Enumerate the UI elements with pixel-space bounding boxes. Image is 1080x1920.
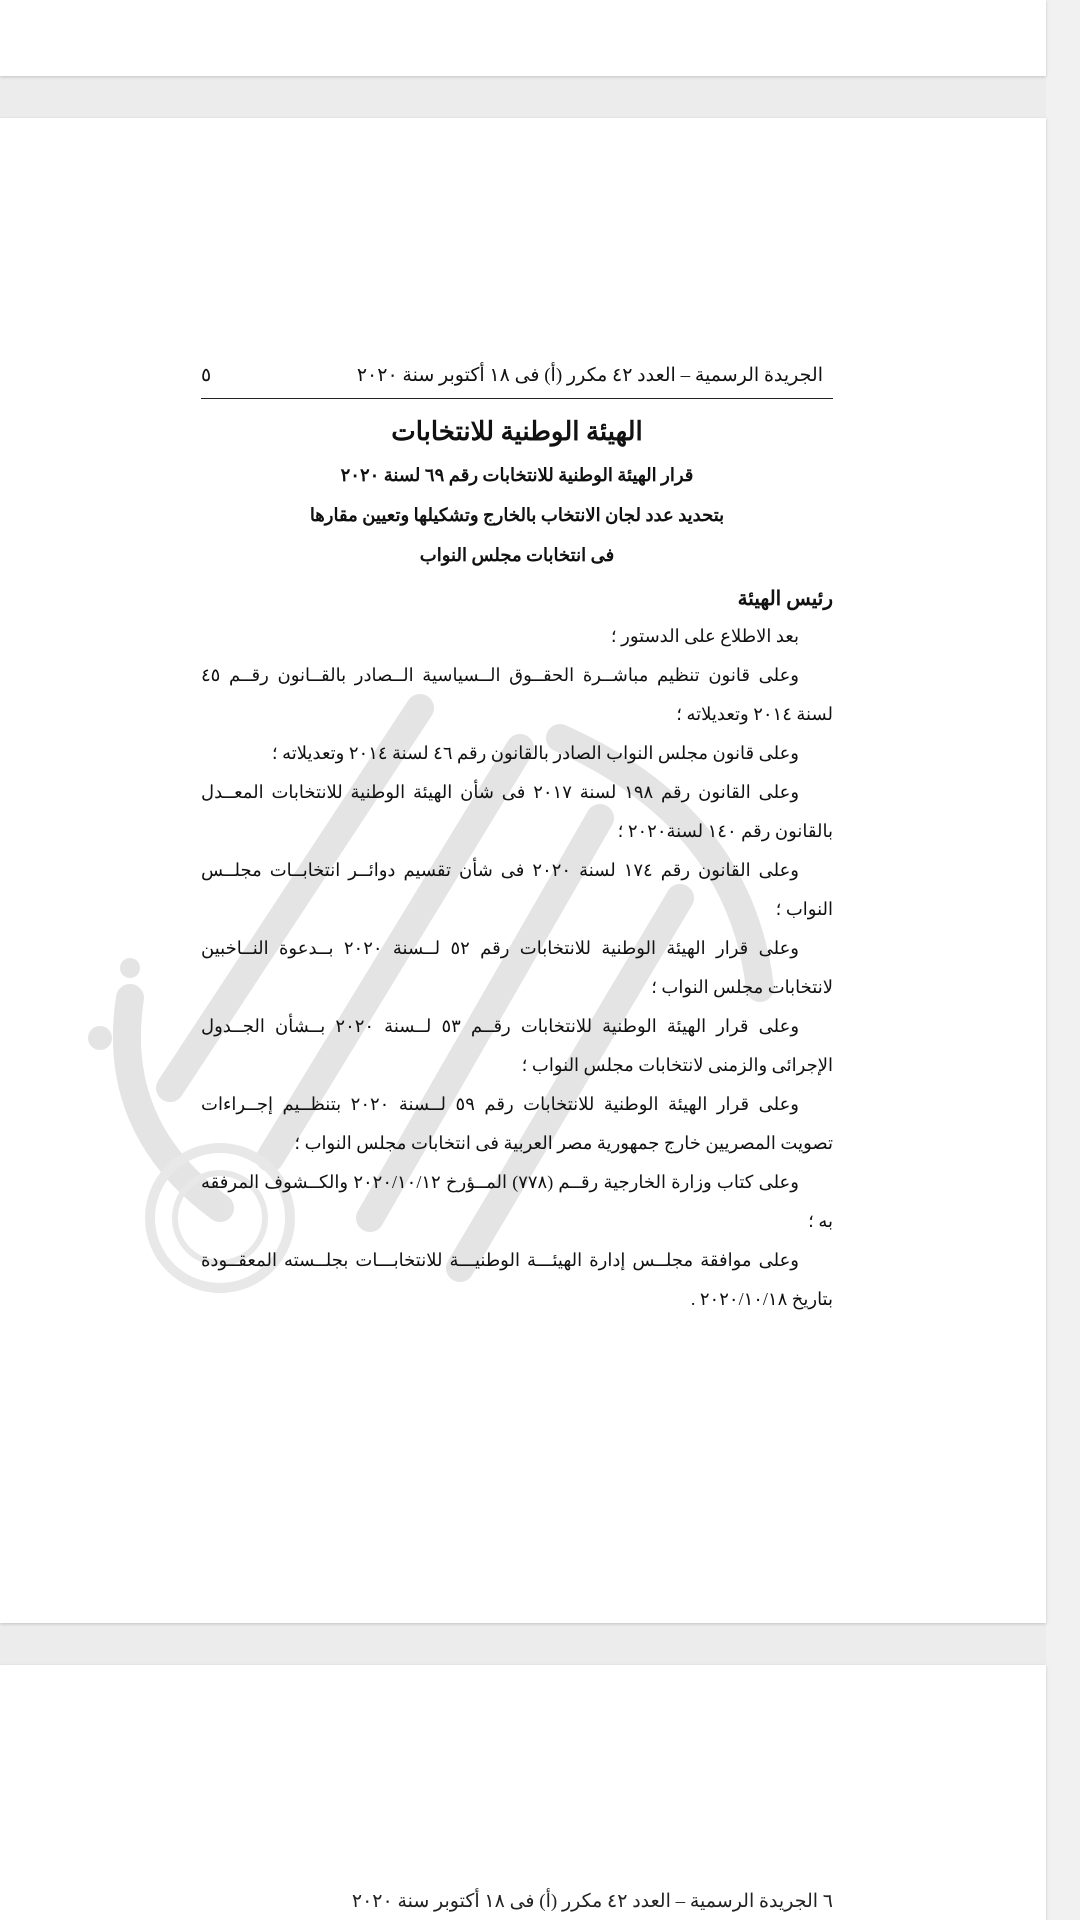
preamble-paragraph: وعلى قرار الهيئة الوطنية للانتخابات رقــم ٥٣ لــسنة ٢٠٢٠ بــشأن الجــدول الإجرائى والزمنى لانتخابات مجلس النواب ؛: [201, 1016, 833, 1075]
preamble-paragraph: وعلى القانون رقم ١٩٨ لسنة ٢٠١٧ فى شأن الهيئة الوطنية للانتخابات المعــدل بالقانون رقم ١٤٠ لسنة٢٠٢٠ ؛: [201, 782, 833, 841]
preamble-paragraph: وعلى قانون مجلس النواب الصادر بالقانون رقم ٤٦ لسنة ٢٠١٤ وتعديلاته ؛: [271, 743, 799, 763]
document-content: [201, 358, 833, 1319]
previous-page: [0, 0, 1046, 76]
preamble-paragraph: بعد الاطلاع على الدستور ؛: [610, 626, 799, 646]
preamble-paragraph: وعلى قرار الهيئة الوطنية للانتخابات رقم ٥٢ لــسنة ٢٠٢٠ بــدعوة النــاخبين لانتخابات مجلس النواب ؛: [201, 938, 833, 997]
next-page: [0, 1665, 1046, 1920]
decision-title: قرار الهيئة الوطنية للانتخابات رقم ٦٩ لسنة ٢٠٢٠: [340, 465, 694, 485]
role-heading: رئيس الهيئة: [737, 588, 833, 610]
authority-title: الهيئة الوطنية للانتخابات: [391, 417, 643, 446]
next-page-running-header: ٦ الجريدة الرسمية – العدد ٤٢ مكرر (أ) فى ١٨ أكتوبر سنة ٢٠٢٠: [351, 1891, 833, 1912]
scrollbar-track[interactable]: [1046, 0, 1080, 1920]
running-header-text: الجريدة الرسمية – العدد ٤٢ مكرر (أ) فى ١٨ أكتوبر سنة ٢٠٢٠: [356, 365, 823, 386]
current-page: [0, 118, 1046, 1623]
running-header: [201, 358, 833, 399]
preamble-paragraph: وعلى قرار الهيئة الوطنية للانتخابات رقم ٥٩ لــسنة ٢٠٢٠ بتنظــيم إجــراءات تصويت المصريين خارج جمهورية مصر العربية فى انتخابات مجلس النواب ؛: [201, 1094, 833, 1153]
preamble-paragraph: وعلى قانون تنظيم مباشــرة الحقــوق الــسياسية الــصادر بالقــانون رقــم ٤٥ لسنة ٢٠١٤ وتعديلاته ؛: [201, 665, 833, 724]
decision-subject-line-1: بتحديد عدد لجان الانتخاب بالخارج وتشكيلها وتعيين مقارها: [309, 505, 725, 525]
decision-subject-line-2: فى انتخابات مجلس النواب: [419, 545, 615, 565]
preamble-paragraph: وعلى القانون رقم ١٧٤ لسنة ٢٠٢٠ فى شأن تقسيم دوائــر انتخابــات مجلــس النواب ؛: [201, 860, 833, 919]
preamble-paragraph: وعلى موافقة مجلــس إدارة الهيئـــة الوطنيـــة للانتخابـــات بجلــسته المعقــودة بتاريخ ٢٠٢٠/١٠/١٨ .: [201, 1250, 833, 1309]
page-number: ٥: [201, 365, 212, 386]
preamble-paragraph: وعلى كتاب وزارة الخارجية رقــم (٧٧٨) المــؤرخ ٢٠٢٠/١٠/١٢ والكــشوف المرفقه به ؛: [201, 1172, 833, 1231]
